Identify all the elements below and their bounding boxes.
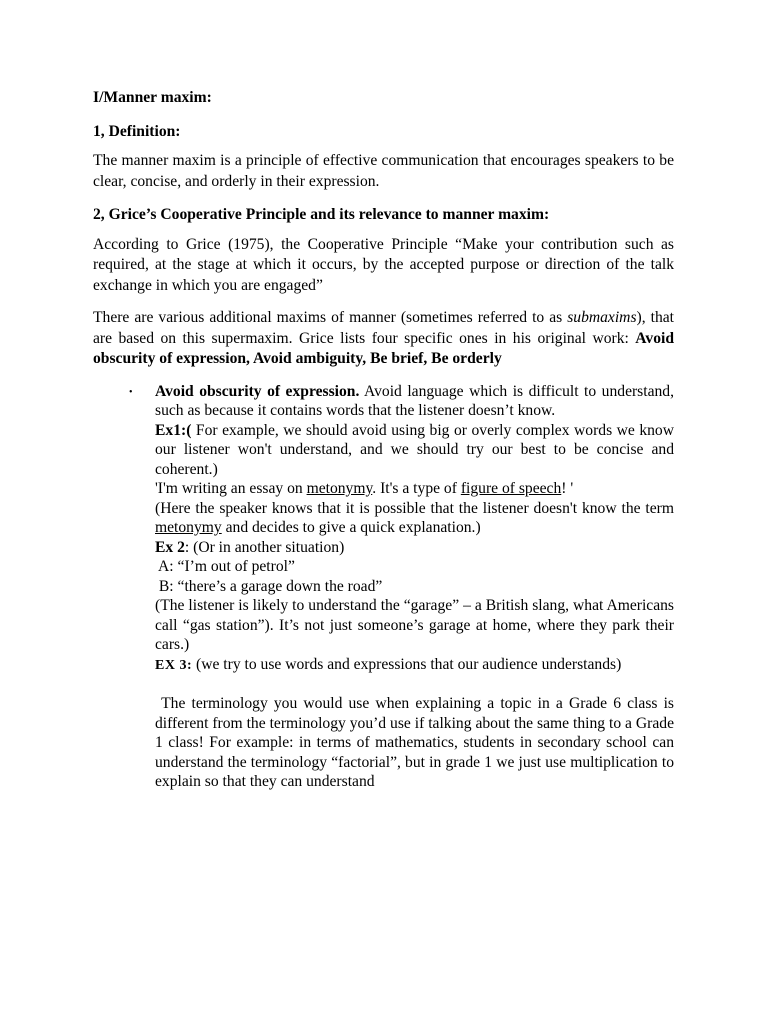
quote-pre: 'I'm writing an essay on bbox=[155, 480, 307, 497]
submaxims-mid: ), that are based on this supermaxim. Grice lists four specific ones in his original work: bbox=[93, 309, 674, 347]
heading-manner-maxim: I/Manner maxim: bbox=[93, 89, 212, 106]
ex3-label: EX 3: bbox=[155, 657, 193, 673]
ex2-text: : (Or in another situation) bbox=[184, 538, 345, 556]
metonymy-explanation bbox=[155, 499, 674, 538]
bullet-desc: Avoid language which is difficult to understand, such as because it contains words that the listener doesn’t know. bbox=[155, 382, 674, 419]
garage-explanation: (The listener is likely to understand the “garage” – a British slang, what Americans call “gas station”). It’s not just someone’s garage at home, where they park their cars.) bbox=[155, 597, 674, 653]
expl-metonymy: metonymy bbox=[155, 519, 222, 536]
example-2 bbox=[155, 538, 674, 558]
dialogue-line-a: A: “I’m out of petrol” bbox=[155, 558, 295, 575]
bullet-title: Avoid obscurity of expression. bbox=[155, 382, 360, 400]
example-1 bbox=[155, 421, 674, 480]
expl-post: and decides to give a quick explanation.) bbox=[221, 519, 481, 536]
grice-paragraph: According to Grice (1975), the Cooperative Principle “Make your contribution such as required, at the stage at which it occurs, by the accepted purpose or direction of the talk exchange in which you are engaged” bbox=[93, 235, 674, 294]
metonymy-quote bbox=[155, 479, 674, 499]
dialogue-line-b: B: “there’s a garage down the road” bbox=[155, 577, 383, 595]
document-page bbox=[93, 88, 678, 792]
definition-paragraph: The manner maxim is a principle of effective communication that encourages speakers to be clear, concise, and orderly in their expression. bbox=[93, 152, 674, 190]
heading-definition: 1, Definition: bbox=[93, 122, 181, 140]
submaxims-list: Avoid obscurity of expression, Avoid ambiguity, Be brief, Be orderly bbox=[93, 329, 674, 367]
submaxims-italic: submaxims bbox=[567, 309, 637, 326]
terminology-paragraph: The terminology you would use when explaining a topic in a Grade 6 class is different from the terminology you’d use if talking about the same thing to a Grade 1 class! For example: in terms of mathematics, students in secondary school can understand the terminology “factorial”, but in grade 1 we just use multiplication to explain so that they can understand bbox=[155, 695, 678, 790]
example-3 bbox=[155, 655, 674, 676]
bullet-list bbox=[93, 382, 678, 792]
ex1-label: Ex1:( bbox=[155, 421, 192, 439]
submaxims-paragraph bbox=[93, 308, 674, 370]
quote-figure-of-speech: figure of speech bbox=[460, 480, 562, 497]
heading-cooperative-principle: 2, Grice’s Cooperative Principle and its relevance to manner maxim: bbox=[93, 206, 550, 223]
quote-post: ! ' bbox=[561, 480, 574, 497]
ex2-label: Ex 2 bbox=[155, 538, 185, 556]
expl-pre: (Here the speaker knows that it is possible that the listener doesn't know the term bbox=[155, 499, 674, 517]
quote-metonymy: metonymy bbox=[306, 480, 373, 497]
ex3-text: (we try to use words and expressions that our audience understands) bbox=[192, 655, 622, 673]
quote-mid: . It's a type of bbox=[372, 480, 461, 497]
ex1-text: For example, we should avoid using big or overly complex words we know our listener won't understand, and we should try our best to be concise and coherent.) bbox=[155, 421, 674, 478]
bullet-intro bbox=[155, 382, 674, 421]
submaxims-pre: There are various additional maxims of manner (sometimes referred to as bbox=[93, 309, 568, 326]
bullet-dot-icon: • bbox=[129, 386, 133, 398]
